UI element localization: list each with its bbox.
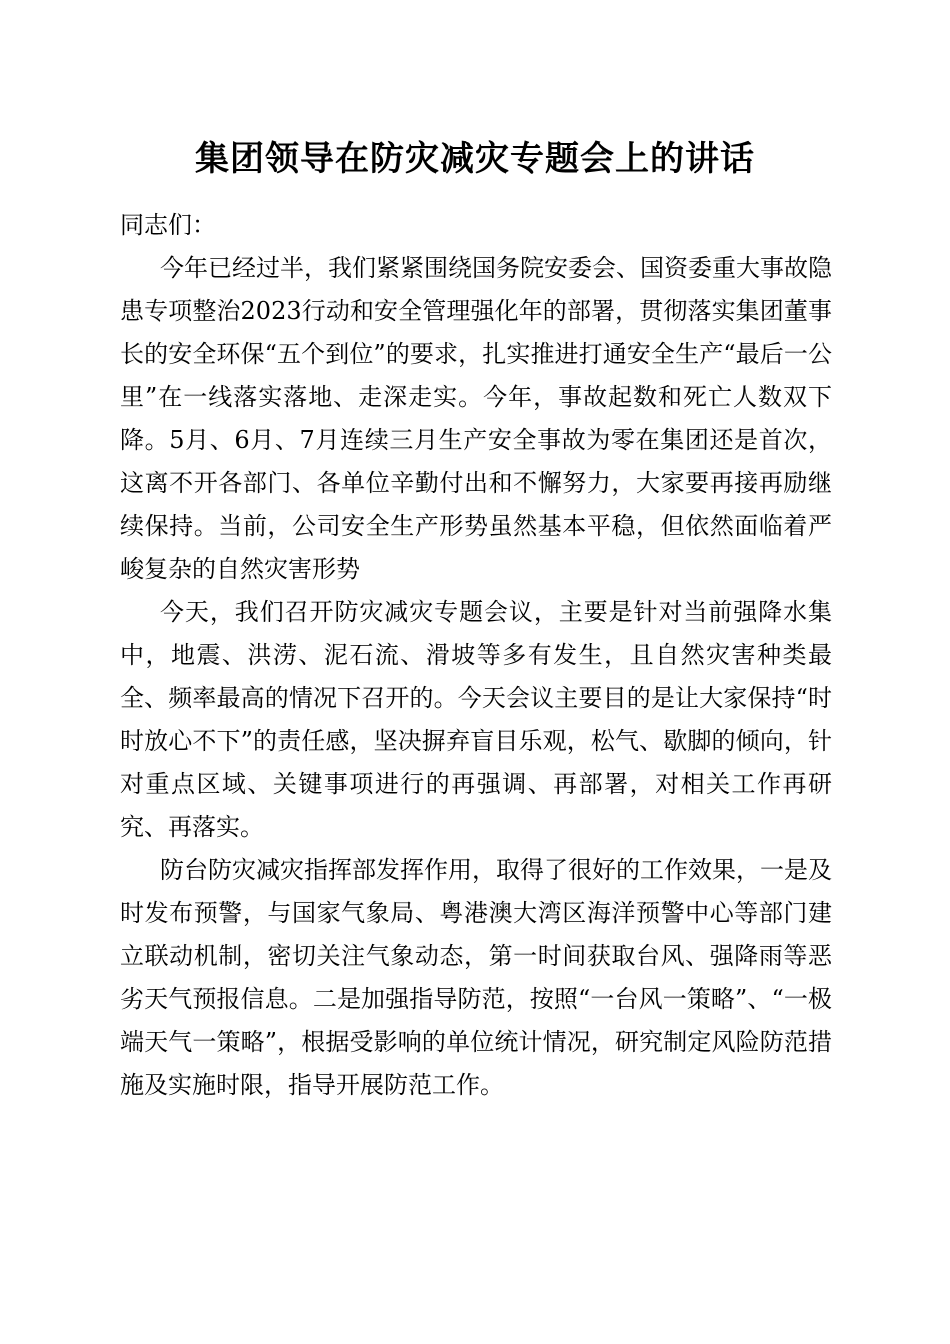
paragraph-1: 今年已经过半，我们紧紧围绕国务院安委会、国资委重大事故隐患专项整治2023行动和安全管理强化年的部署，贯彻落实集团董事长的安全环保“五个到位”的要求，扎实推进打通安全生产“最后一公里”在一线落实落地、走深走实。今年，事故起数和死亡人数双下降。5月、6月、7月连续三月生产安全事故为零在集团还是首次，这离不开各部门、各单位辛勤付出和不懈努力，大家要再接再励继续保持。当前，公司安全生产形势虽然基本平稳，但依然面临着严峻复杂的自然灾害形势	[120, 254, 832, 583]
paragraph-3: 防台防灾减灾指挥部发挥作用，取得了很好的工作效果，一是及时发布预警，与国家气象局、粤港澳大湾区海洋预警中心等部门建立联动机制，密切关注气象动态，第一时间获取台风、强降雨等恶劣天气预报信息。二是加强指导防范，按照“一台风一策略”、“一极端天气一策略”，根据受影响的单位统计情况，研究制定风险防范措施及实施时限，指导开展防范工作。	[120, 856, 832, 1099]
paragraph-2: 今天，我们召开防灾减灾专题会议，主要是针对当前强降水集中，地震、洪涝、泥石流、滑坡等多有发生，且自然灾害种类最全、频率最高的情况下召开的。今天会议主要目的是让大家保持“时时放心不下”的责任感，坚决摒弃盲目乐观，松气、歇脚的倾向，针对重点区域、关键事项进行的再强调、再部署，对相关工作再研究、再落实。	[120, 598, 832, 841]
document-body	[120, 204, 832, 1107]
document-title: 集团领导在防灾减灾专题会上的讲话	[195, 139, 755, 179]
salutation: 同志们：	[120, 211, 216, 239]
